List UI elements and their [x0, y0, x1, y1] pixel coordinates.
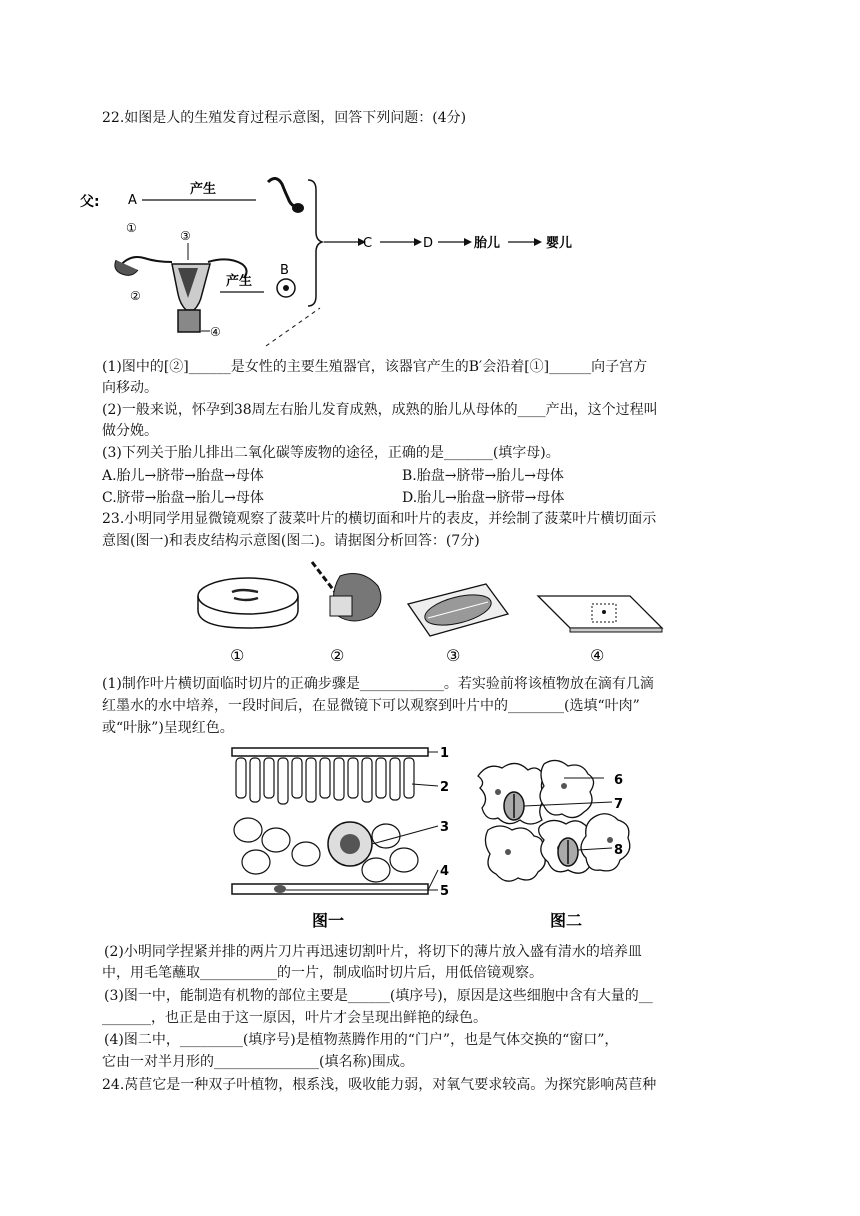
- fig2-number-7: 7: [614, 797, 624, 812]
- fetus-label: 胎儿: [474, 236, 501, 251]
- sperm-icon: [268, 178, 304, 213]
- fig1-number-2: 2: [440, 780, 450, 795]
- label-d: D: [423, 236, 434, 251]
- q23-title-b: 意图(图一)和表皮结构示意图(图二)。请据图分析回答：(7分): [102, 533, 480, 549]
- q23-p2b: 中，用毛笔蘸取___________的一片，制成临时切片后，用低倍镜观察。: [102, 965, 543, 981]
- q22-option-d: D.胎儿→胎盘→脐带→母体: [402, 490, 565, 506]
- fig2-label: 图二: [550, 911, 583, 930]
- fig2-number-8: 8: [614, 843, 624, 858]
- organ-label-3: ③: [180, 229, 191, 243]
- q22-option-a: A.胎儿→脐带→胎盘→母体: [102, 468, 264, 484]
- reproduction-diagram: [80, 168, 600, 353]
- q23-p4a: (4)图二中，_________(填序号)是植物蒸腾作用的“门户”，也是气体交换的“窗口”，: [104, 1032, 619, 1048]
- organ-label-1: ①: [126, 221, 137, 235]
- step-label-4: ④: [590, 646, 605, 665]
- organ-label-4: ④: [210, 325, 221, 339]
- step-label-2: ②: [330, 646, 345, 665]
- q23-p1b: 红墨水的水中培养，一段时间后，在显微镜下可以观察到叶片中的________(选填“叶肉”: [102, 698, 640, 714]
- stoma-icon: [558, 838, 578, 866]
- q23-p3b: _______，也正是由于这一原因，叶片才会呈现出鲜艳的绿色。: [102, 1010, 487, 1026]
- q22-p1a: (1)图中的[②]______是女性的主要生殖器官，该器官产生的B′会沿着[①]______向子宫方: [102, 359, 648, 375]
- infant-label: 婴儿: [546, 236, 573, 251]
- produce-bottom-label: 产生: [226, 274, 253, 289]
- q23-p2a: (2)小明同学捏紧并排的两片刀片再迅速切割叶片，将切下的薄片放入盛有清水的培养皿: [104, 944, 642, 960]
- q22-option-b: B.胎盘→脐带→胎儿→母体: [402, 468, 564, 484]
- produce-top-label: 产生: [190, 182, 217, 197]
- leaf-cutting-icon: [312, 562, 381, 621]
- q24-text: 24.莴苣它是一种双子叶植物，根系浅，吸收能力弱，对氧气要求较高。为探究影响莴苣种: [102, 1077, 657, 1093]
- label-b: B: [280, 263, 289, 278]
- egg-cell-icon: [277, 279, 295, 297]
- father-label: 父:: [80, 194, 100, 210]
- q22-p1b: 向移动。: [102, 380, 158, 396]
- fig1-number-3: 3: [440, 820, 450, 835]
- q22-p3: (3)下列关于胎儿排出二氧化碳等废物的途径，正确的是_______(填字母)。: [102, 445, 560, 461]
- q23-p3a: (3)图一中，能制造有机物的部位主要是______(填序号)，原因是这些细胞中含有大量的__: [104, 988, 653, 1004]
- fig2-number-6: 6: [614, 773, 624, 788]
- q23-title-a: 23.小明同学用显微镜观察了菠菜叶片的横切面和叶片的表皮，并绘制了菠菜叶片横切面示: [102, 511, 657, 527]
- slide-steps-figure: [190, 556, 680, 668]
- organ-label-2: ②: [130, 289, 141, 303]
- leaf-on-board-icon: [408, 584, 508, 636]
- label-a: A: [128, 193, 137, 208]
- q22-title: 22.如图是人的生殖发育过程示意图，回答下列问题：(4分): [102, 110, 467, 126]
- q22-p2b: 做分娩。: [102, 423, 158, 439]
- label-c: C: [363, 236, 373, 251]
- epidermis-figure: [468, 756, 648, 930]
- step-label-3: ③: [446, 646, 461, 665]
- fig1-number-4: 4: [440, 864, 450, 879]
- q23-p1a: (1)制作叶片横切面临时切片的正确步骤是____________。若实验前将该植物放在滴有几滴: [102, 676, 654, 692]
- stoma-icon: [504, 792, 524, 820]
- leaf-cross-section-figure: [226, 744, 466, 930]
- q22-p2a: (2)一般来说，怀孕到38周左右胎儿发育成熟，成熟的胎儿从母体的____产出，这个过程叫: [102, 402, 658, 418]
- fig1-number-5: 5: [440, 884, 450, 899]
- petri-dish-icon: [198, 578, 298, 628]
- q23-p1c: 或“叶脉”)呈现红色。: [102, 720, 234, 736]
- glass-slide-icon: [538, 596, 662, 632]
- q22-option-c: C.脐带→胎盘→胎儿→母体: [102, 490, 264, 506]
- q23-p4b: 它由一对半月形的_______________(填名称)围成。: [102, 1054, 414, 1070]
- step-label-1: ①: [230, 646, 245, 665]
- fig1-label: 图一: [312, 911, 345, 930]
- fig1-number-1: 1: [440, 746, 450, 761]
